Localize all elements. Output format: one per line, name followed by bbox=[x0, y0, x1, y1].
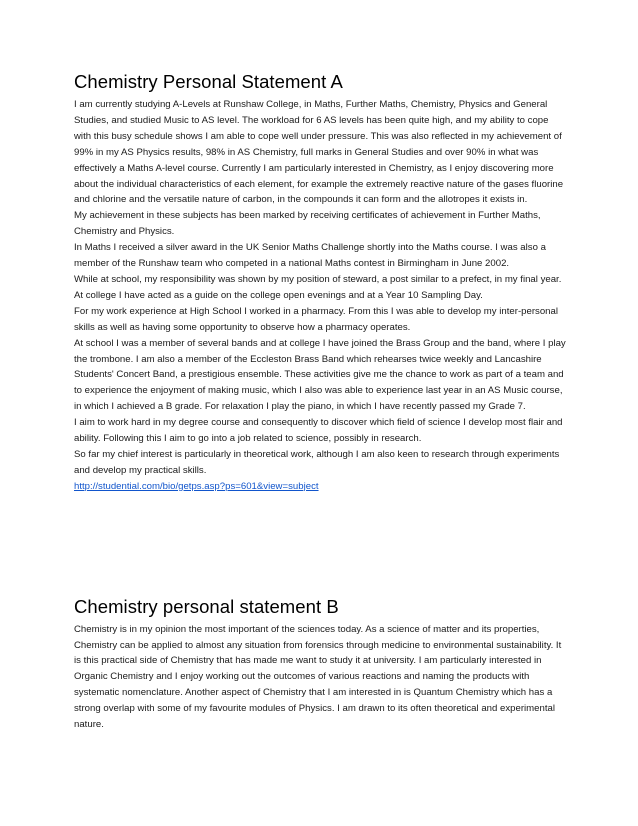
paragraph: While at school, my responsibility was shown by my position of steward, a post similar to a prefect, in my final year. At college I have acted as a guide on the college open evenings and at a Year 10 Sampling Day. bbox=[74, 273, 562, 301]
paragraph: At school I was a member of several bands and at college I have joined the Brass Group and the band, where I play the trombone. I am also a member of the Eccleston Brass Band which rehearses twice weekly and Lancashire Students' Concert Band, a prestigious ensemble. These activities give me the chance to work as part of a team and to experience the enjoyment of making music, which I also was able to experience last year in an AS Music course, in which I achieved a B grade. For relaxation I play the piano, in which I have recently passed my Grade 7. bbox=[74, 337, 566, 413]
source-link-line bbox=[74, 479, 566, 495]
paragraph: Chemistry is in my opinion the most important of the sciences today. As a science of matter and its properties, Chemistry can be applied to almost any situation from forensics through medicine to environmental sustainability. It is this practical side of Chemistry that has made me want to study it at university. I am particularly interested in Organic Chemistry and I enjoy working out the outcomes of various reactions and naming the products with systematic nomenclature. Another aspect of Chemistry that I am interested in is Quantum Chemistry which has a strong overlap with some of my favourite modules of Physics. I am drawn to its often theoretical and experimental nature. bbox=[74, 623, 562, 731]
heading-statement-a: Chemistry Personal Statement A bbox=[74, 71, 343, 92]
paragraph: So far my chief interest is particularly in theoretical work, although I am also keen to research through experiments and develop my practical skills. bbox=[74, 448, 560, 476]
paragraph: In Maths I received a silver award in the UK Senior Maths Challenge shortly into the Maths course. I was also a member of the Runshaw team who competed in a national Maths contest in Birmingham in June 2002. bbox=[74, 242, 546, 270]
paragraph: For my work experience at High School I worked in a pharmacy. From this I was able to develop my inter-personal skills as well as having some opportunity to observe how a pharmacy operates. bbox=[74, 305, 558, 333]
source-link[interactable]: http://studential.com/bio/getps.asp?ps=601&view=subject bbox=[74, 480, 319, 492]
section-statement-b bbox=[74, 595, 566, 733]
section-statement-a bbox=[74, 70, 566, 495]
heading-statement-b: Chemistry personal statement B bbox=[74, 595, 339, 617]
paragraph: My achievement in these subjects has been marked by receiving certificates of achievement in Further Maths, Chemistry and Physics. bbox=[74, 210, 541, 238]
paragraph: I aim to work hard in my degree course and consequently to discover which field of science I develop most flair and ability. Following this I aim to go into a job related to science, possibly in research. bbox=[74, 417, 563, 445]
paragraph: I am currently studying A-Levels at Runshaw College, in Maths, Further Maths, Chemistry, Physics and General Studies, and studied Music to AS level. The workload for 6 AS levels has been quite high, and my ability to cope with this busy schedule shows I am able to cope well under pressure. This was also reflected in my achievement of 99% in my AS Physics results, 98% in AS Chemistry, full marks in General Studies and over 90% in what was effectively a Maths A-level course. Currently I am particularly interested in Chemistry, as I enjoy discovering more about the individual characteristics of each element, for example the extremely reactive nature of the gases fluorine and chlorine and the versatile nature of carbon, in the compounds it can form and the allotropes it exists in. bbox=[74, 99, 564, 206]
document-content bbox=[74, 70, 566, 733]
